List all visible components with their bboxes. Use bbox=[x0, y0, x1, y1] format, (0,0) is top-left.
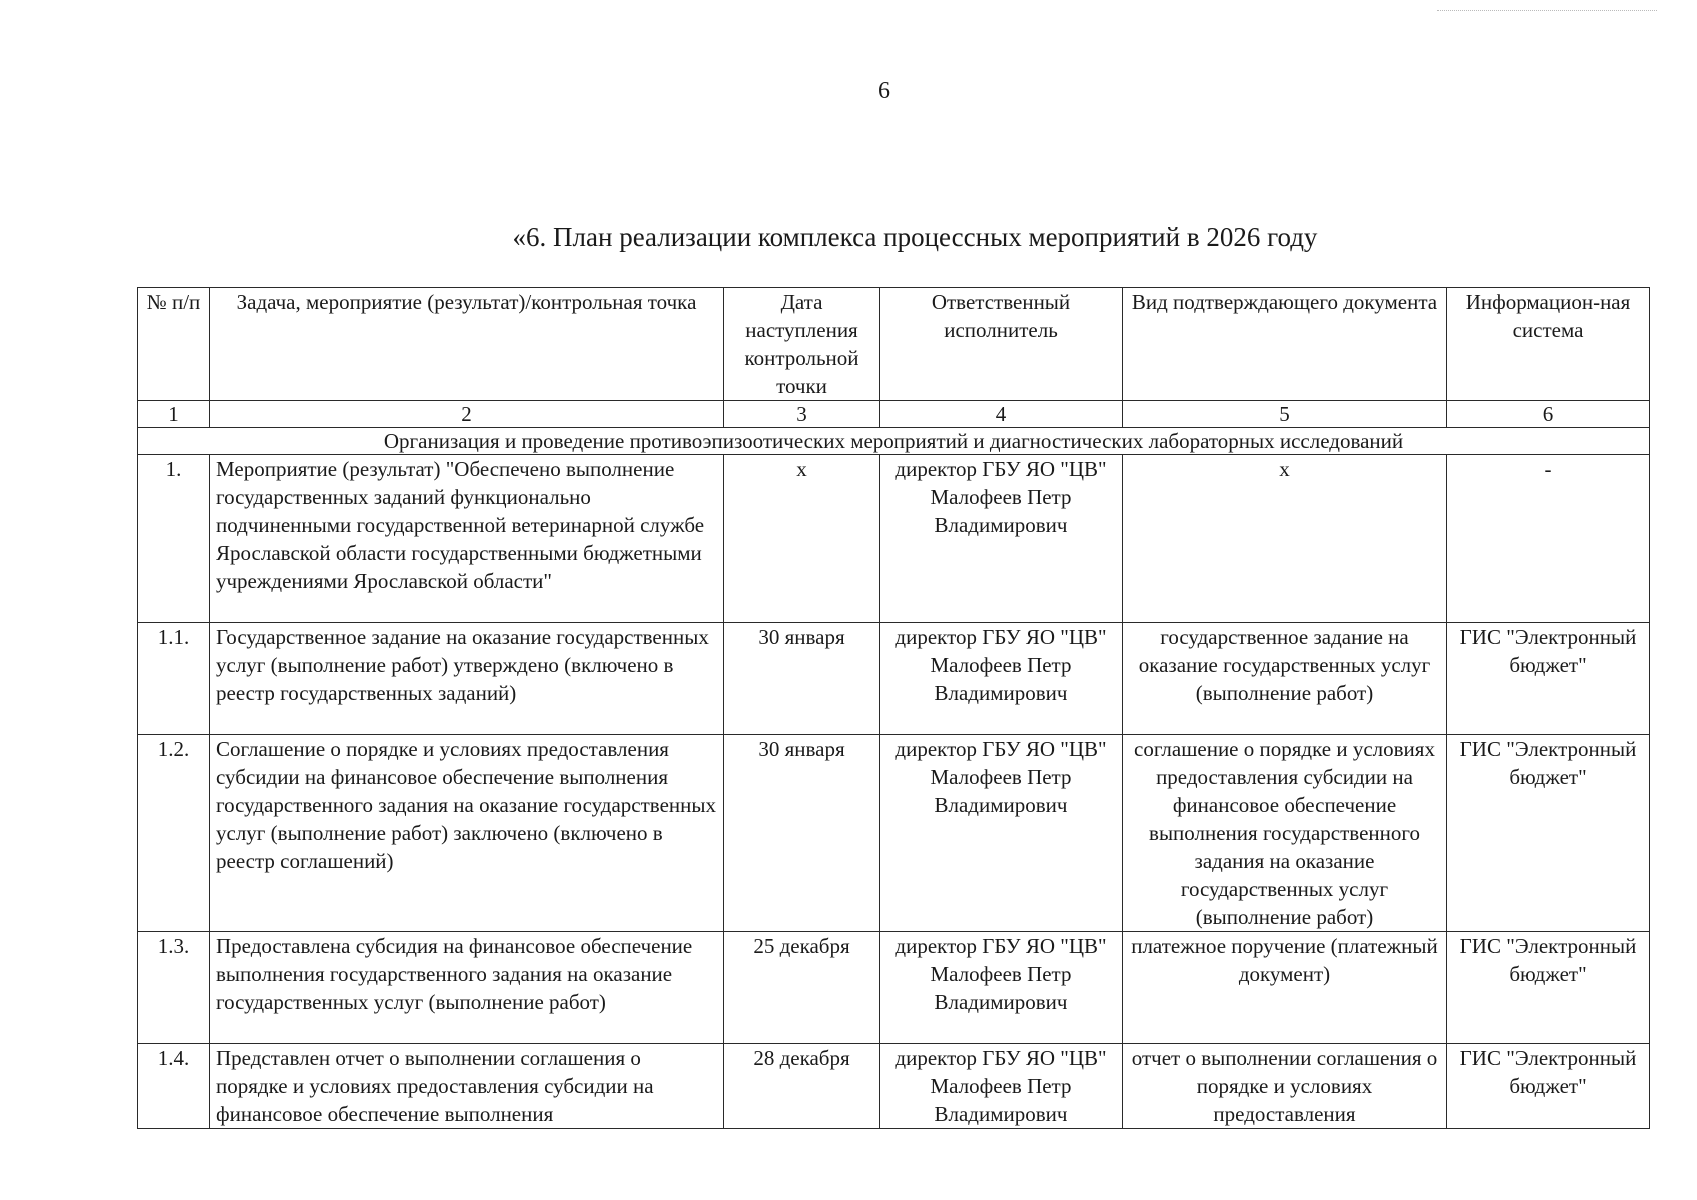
column-number: 4 bbox=[880, 401, 1123, 428]
page-number: 6 bbox=[878, 78, 890, 104]
row-executor: директор ГБУ ЯО "ЦВ" Малофеев Петр Владимирович bbox=[880, 623, 1123, 735]
row-document: соглашение о порядке и условиях предоставления субсидии на финансовое обеспечение выполнения государственного задания на оказание государственных услуг (выполнение работ) bbox=[1123, 735, 1447, 932]
row-system: ГИС "Электронный бюджет" bbox=[1447, 1044, 1650, 1129]
table-row bbox=[138, 1044, 1650, 1129]
table-row bbox=[138, 735, 1650, 932]
table-row bbox=[138, 932, 1650, 1044]
row-date: х bbox=[724, 455, 880, 623]
row-number: 1.1. bbox=[138, 623, 210, 735]
document-title: «6. План реализации комплекса процессных мероприятий в 2026 году bbox=[512, 222, 1318, 252]
row-document: отчет о выполнении соглашения о порядке и условиях предоставления bbox=[1123, 1044, 1447, 1129]
row-document: х bbox=[1123, 455, 1447, 623]
section-title: Организация и проведение противоэпизоотических мероприятий и диагностических лабораторных исследований bbox=[138, 428, 1650, 455]
row-system: ГИС "Электронный бюджет" bbox=[1447, 623, 1650, 735]
header-num: № п/п bbox=[138, 288, 210, 401]
row-number: 1.3. bbox=[138, 932, 210, 1044]
table-row bbox=[138, 623, 1650, 735]
row-executor: директор ГБУ ЯО "ЦВ" Малофеев Петр Владимирович bbox=[880, 735, 1123, 932]
row-executor: директор ГБУ ЯО "ЦВ" Малофеев Петр Владимирович bbox=[880, 455, 1123, 623]
section-row bbox=[138, 428, 1650, 455]
table-row bbox=[138, 455, 1650, 623]
header-system: Информацион-ная система bbox=[1447, 288, 1650, 401]
row-executor: директор ГБУ ЯО "ЦВ" Малофеев Петр Владимирович bbox=[880, 932, 1123, 1044]
scan-artifact bbox=[1437, 10, 1657, 13]
row-system: ГИС "Электронный бюджет" bbox=[1447, 932, 1650, 1044]
row-task: Мероприятие (результат) "Обеспечено выполнение государственных заданий функционально подчиненными государственной ветеринарной службе Ярославской области государственными бюджетными учреждениями Ярославской области" bbox=[210, 455, 724, 623]
row-document: государственное задание на оказание государственных услуг (выполнение работ) bbox=[1123, 623, 1447, 735]
row-number: 1.4. bbox=[138, 1044, 210, 1129]
column-numbers-row bbox=[138, 401, 1650, 428]
row-date: 25 декабря bbox=[724, 932, 880, 1044]
row-system: ГИС "Электронный бюджет" bbox=[1447, 735, 1650, 932]
row-date: 28 декабря bbox=[724, 1044, 880, 1129]
header-task: Задача, мероприятие (результат)/контрольная точка bbox=[210, 288, 724, 401]
row-executor: директор ГБУ ЯО "ЦВ" Малофеев Петр Владимирович bbox=[880, 1044, 1123, 1129]
column-number: 5 bbox=[1123, 401, 1447, 428]
row-task: Предоставлена субсидия на финансовое обеспечение выполнения государственного задания на оказание государственных услуг (выполнение работ) bbox=[210, 932, 724, 1044]
row-date: 30 января bbox=[724, 623, 880, 735]
plan-table bbox=[137, 287, 1650, 1129]
row-date: 30 января bbox=[724, 735, 880, 932]
header-executor: Ответственный исполнитель bbox=[880, 288, 1123, 401]
column-number: 2 bbox=[210, 401, 724, 428]
row-task: Представлен отчет о выполнении соглашения о порядке и условиях предоставления субсидии на финансовое обеспечение выполнения bbox=[210, 1044, 724, 1129]
row-document: платежное поручение (платежный документ) bbox=[1123, 932, 1447, 1044]
header-date: Дата наступления контрольной точки bbox=[724, 288, 880, 401]
column-number: 1 bbox=[138, 401, 210, 428]
column-number: 6 bbox=[1447, 401, 1650, 428]
row-system: - bbox=[1447, 455, 1650, 623]
row-number: 1. bbox=[138, 455, 210, 623]
row-task: Соглашение о порядке и условиях предоставления субсидии на финансовое обеспечение выполнения государственного задания на оказание государственных услуг (выполнение работ) заключено (включено в реестр соглашений) bbox=[210, 735, 724, 932]
row-number: 1.2. bbox=[138, 735, 210, 932]
header-document: Вид подтверждающего документа bbox=[1123, 288, 1447, 401]
table-header-row bbox=[138, 288, 1650, 401]
row-task: Государственное задание на оказание государственных услуг (выполнение работ) утверждено (включено в реестр государственных заданий) bbox=[210, 623, 724, 735]
column-number: 3 bbox=[724, 401, 880, 428]
